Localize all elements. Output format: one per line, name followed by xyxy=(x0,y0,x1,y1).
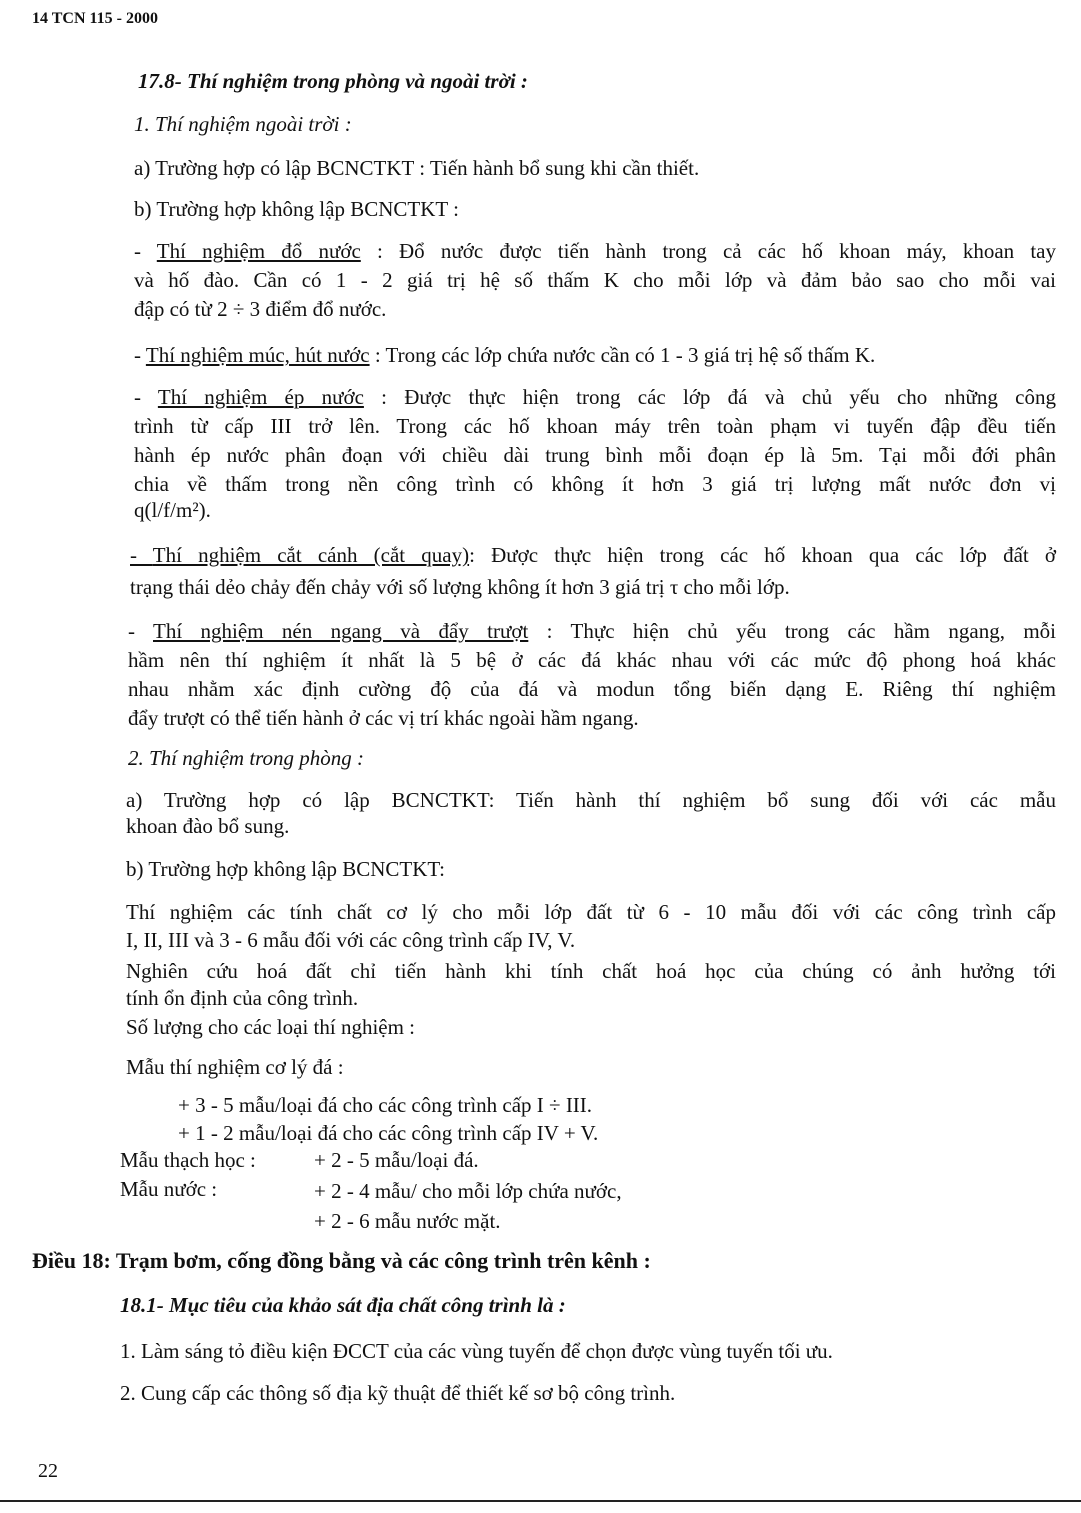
plate-load-test-line-3: nhau nhằm xác định cường độ của đá và modun tổng biến dạng E. Riêng thí nghiệm xyxy=(128,677,1056,701)
section-17-8-title: 17.8- Thí nghiệm trong phòng và ngoài trời : xyxy=(138,69,528,93)
rock-mechanics-samples-item-2: + 1 - 2 mẫu/loại đá cho các công trình cấp IV + V. xyxy=(178,1121,599,1145)
page-number: 22 xyxy=(38,1460,58,1482)
water-samples-value-2: + 2 - 6 mẫu nước mặt. xyxy=(314,1209,501,1233)
plate-load-test-line-1: - Thí nghiệm nén ngang và đẩy trượt : Thực hiện chủ yếu trong các hầm ngang, mỗi xyxy=(128,619,1056,643)
plate-load-test-line-2: hầm nên thí nghiệm ít nhất là 5 bệ ở các đá khác nhau với các mức độ phong hoá khác xyxy=(128,648,1056,672)
rock-mechanics-samples-item-1: + 3 - 5 mẫu/loại đá cho các công trình cấp I ÷ III. xyxy=(178,1093,593,1117)
objective-item-2: 2. Cung cấp các thông số địa kỹ thuật để thiết kế sơ bộ công trình. xyxy=(120,1381,676,1405)
lab-paragraph-line-4: tính ổn định của công trình. xyxy=(126,986,359,1010)
vane-shear-test-line-1: - Thí nghiệm cắt cánh (cắt quay): Được thực hiện trong các hố khoan qua các lớp đất ở xyxy=(130,543,1056,567)
objective-item-1: 1. Làm sáng tỏ điều kiện ĐCCT của các vùng tuyến để chọn được vùng tuyến tối ưu. xyxy=(120,1339,833,1363)
lab-paragraph-line-1: Thí nghiệm các tính chất cơ lý cho mỗi lớp đất từ 6 - 10 mẫu đối với các công trình cấp xyxy=(126,900,1056,924)
outdoor-case-a: a) Trường hợp có lập BCNCTKT : Tiến hành bổ sung khi cần thiết. xyxy=(134,156,700,180)
pumping-test: - Thí nghiệm múc, hút nước : Trong các lớp chứa nước cần có 1 - 3 giá trị hệ số thấm K. xyxy=(134,343,876,367)
lab-tests-title: 2. Thí nghiệm trong phòng : xyxy=(128,746,365,770)
lab-case-a-line-2: khoan đào bổ sung. xyxy=(126,814,290,838)
lab-paragraph-line-5: Số lượng cho các loại thí nghiệm : xyxy=(126,1015,416,1039)
rock-mechanics-samples-label: Mẫu thí nghiệm cơ lý đá : xyxy=(126,1055,344,1079)
packer-test-line-4: chia về thấm trong nền công trình có không ít hơn 3 giá trị lượng mất nước đơn vị xyxy=(134,472,1056,496)
packer-test-line-1: - Thí nghiệm ép nước : Được thực hiện trong các lớp đá và chủ yếu cho những công xyxy=(134,385,1056,409)
bottom-scan-edge xyxy=(0,1500,1081,1502)
vane-shear-test-label: - Thí nghiệm cắt cánh (cắt quay) xyxy=(130,543,470,567)
plate-load-test-label: Thí nghiệm nén ngang và đẩy trượt xyxy=(153,619,529,643)
article-18-title: Điều 18: Trạm bơm, cống đồng bằng và các công trình trên kênh : xyxy=(32,1248,651,1273)
outdoor-case-b: b) Trường hợp không lập BCNCTKT : xyxy=(134,197,459,221)
document-code-header: 14 TCN 115 - 2000 xyxy=(32,10,158,27)
section-18-1-title: 18.1- Mục tiêu của khảo sát địa chất công trình là : xyxy=(120,1293,566,1317)
packer-test-line-3: hành ép nước phân đoạn với chiều dài trung bình mỗi đoạn ép là 5m. Tại mỗi đới phân xyxy=(134,443,1056,467)
lab-case-b: b) Trường hợp không lập BCNCTKT: xyxy=(126,857,445,881)
pumping-test-label: Thí nghiệm múc, hút nước xyxy=(145,343,370,367)
water-level-test-label: Thí nghiệm đổ nước xyxy=(156,239,361,263)
plate-load-test-line-4: đẩy trượt có thể tiến hành ở các vị trí khác ngoài hầm ngang. xyxy=(128,706,639,730)
outdoor-tests-title: 1. Thí nghiệm ngoài trời : xyxy=(134,112,352,136)
vane-shear-test-line-2: trạng thái dẻo chảy đến chảy với số lượng không ít hơn 3 giá trị τ cho mỗi lớp. xyxy=(130,575,790,599)
lab-case-a-line-1: a) Trường hợp có lập BCNCTKT: Tiến hành thí nghiệm bổ sung đối với các mẫu xyxy=(126,788,1056,812)
packer-test-label: Thí nghiệm ép nước xyxy=(157,385,364,409)
petrography-samples-label: Mẫu thạch học : xyxy=(120,1148,256,1172)
water-samples-label: Mẫu nước : xyxy=(120,1177,218,1201)
packer-test-line-5: q(l/f/m²). xyxy=(134,498,211,522)
lab-paragraph-line-3: Nghiên cứu hoá đất chỉ tiến hành khi tính chất hoá học của chúng có ảnh hưởng tới xyxy=(126,959,1056,983)
water-level-test-line-2: và hố đào. Cần có 1 - 2 giá trị hệ số thấm K cho mỗi lớp và đảm bảo sao cho mỗi vai xyxy=(134,268,1056,292)
water-level-test-line-3: đập có từ 2 ÷ 3 điểm đổ nước. xyxy=(134,297,387,321)
lab-paragraph-line-2: I, II, III và 3 - 6 mẫu đối với các công trình cấp IV, V. xyxy=(126,928,576,952)
water-samples-value-1: + 2 - 4 mẫu/ cho mỗi lớp chứa nước, xyxy=(314,1179,622,1203)
water-level-test-line-1: - Thí nghiệm đổ nước : Đổ nước được tiến hành trong cả các hố khoan máy, khoan tay xyxy=(134,239,1056,263)
petrography-samples-value: + 2 - 5 mẫu/loại đá. xyxy=(314,1148,479,1172)
packer-test-line-2: trình từ cấp III trở lên. Trong các hố khoan máy trên toàn phạm vi tuyến đập đều tiến xyxy=(134,414,1056,438)
